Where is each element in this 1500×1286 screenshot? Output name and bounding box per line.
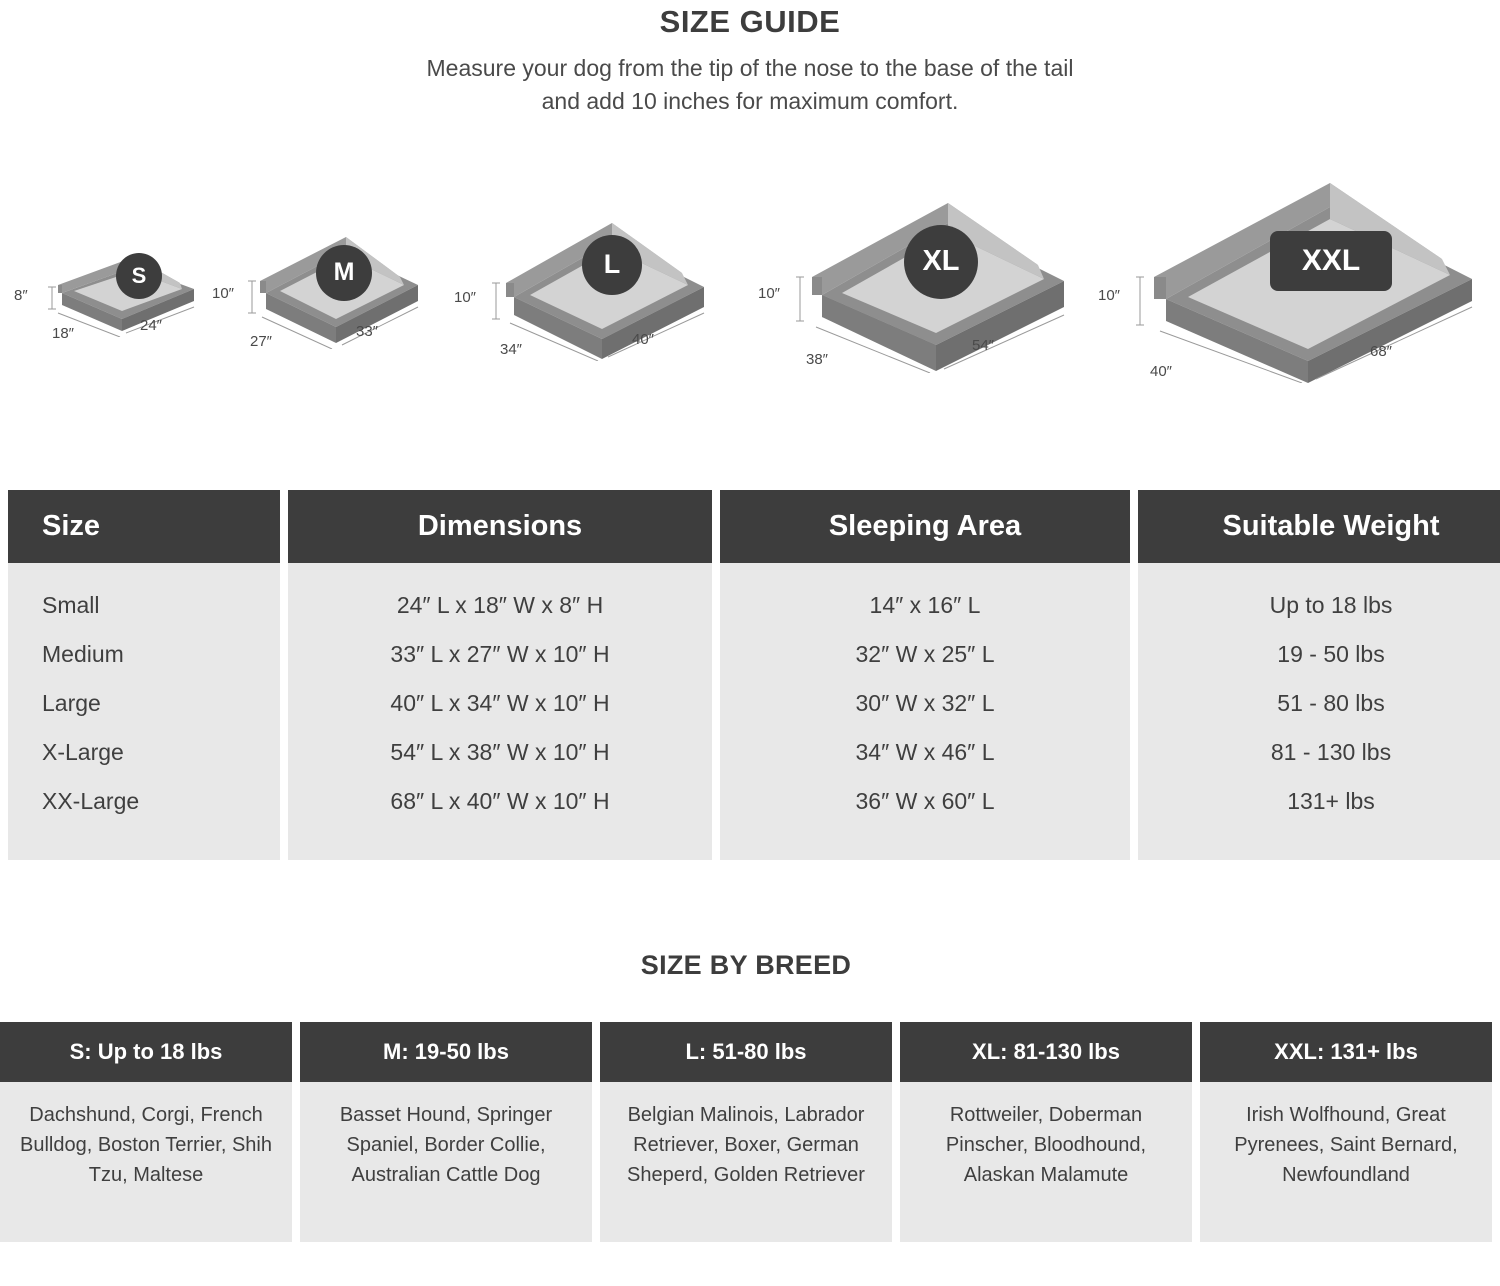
bed-badge-label: XXL: [1301, 243, 1361, 277]
cell-size: Large: [8, 679, 280, 728]
size-table: [0, 490, 1500, 860]
breed-header-large: L: 51-80 lbs: [600, 1022, 892, 1082]
cell-dimensions: 40″ L x 34″ W x 10″ H: [288, 679, 712, 728]
table-header-size: Size: [8, 490, 280, 563]
table-header-sleeping-area: Sleeping Area: [720, 490, 1130, 563]
breed-column-xxlarge: [1200, 1022, 1492, 1242]
breed-column-large: [600, 1022, 892, 1242]
bed-height-label-xxlarge: 10″: [1098, 286, 1120, 304]
breed-header-xlarge: XL: 81-130 lbs: [900, 1022, 1192, 1082]
bed-illustration-medium: [212, 219, 428, 350]
bed-length-label-medium: 33″: [356, 322, 378, 340]
bed-width-label-xxlarge: 40″: [1150, 362, 1172, 380]
header-subtitle-line2: and add 10 inches for maximum comfort.: [541, 88, 959, 115]
cell-sleeping-area: 34″ W x 46″ L: [720, 728, 1130, 777]
breed-column-small: [0, 1022, 292, 1242]
page-title: SIZE GUIDE: [659, 4, 841, 39]
table-row: [8, 728, 1500, 777]
bed-length-label-small: 24″: [140, 316, 162, 334]
bed-badge-small: [116, 253, 162, 299]
bed-illustration-large: [454, 211, 720, 361]
bed-width-label-small: 18″: [52, 324, 74, 342]
bed-length-label-xlarge: 54″: [972, 336, 994, 354]
cell-sleeping-area: 14″ x 16″ L: [720, 581, 1130, 630]
breed-header-medium: M: 19-50 lbs: [300, 1022, 592, 1082]
bed-shape-small: [22, 227, 202, 337]
bed-badge-xxlarge: [1270, 231, 1392, 291]
cell-dimensions: 33″ L x 27″ W x 10″ H: [288, 630, 712, 679]
cell-weight: 131+ lbs: [1138, 777, 1500, 826]
breed-section-title: SIZE BY BREED: [640, 950, 852, 980]
bed-height-label-small: 8″: [14, 286, 28, 304]
bed-badge-label: L: [603, 249, 621, 280]
bed-height-label-medium: 10″: [212, 284, 234, 302]
cell-dimensions: 54″ L x 38″ W x 10″ H: [288, 728, 712, 777]
cell-weight: 81 - 130 lbs: [1138, 728, 1500, 777]
header: [0, 0, 1500, 119]
table-spacer-row: [8, 826, 1500, 860]
breed-grid: [0, 1022, 1492, 1242]
table-row: [8, 581, 1500, 630]
cell-size: XX-Large: [8, 777, 280, 826]
bed-badge-label: S: [131, 262, 147, 288]
bed-illustration-xxlarge: [1098, 175, 1492, 383]
cell-weight: 51 - 80 lbs: [1138, 679, 1500, 728]
breed-list-small: Dachshund, Corgi, French Bulldog, Boston Terrier, Shih Tzu, Maltese: [0, 1082, 292, 1242]
cell-size: Small: [8, 581, 280, 630]
cell-sleeping-area: 32″ W x 25″ L: [720, 630, 1130, 679]
bed-length-label-xxlarge: 68″: [1370, 342, 1392, 360]
cell-weight: Up to 18 lbs: [1138, 581, 1500, 630]
breed-list-xxlarge: Irish Wolfhound, Great Pyrenees, Saint Bernard, Newfoundland: [1200, 1082, 1492, 1242]
bed-illustration-xlarge: [758, 193, 1082, 373]
bed-width-label-large: 34″: [500, 340, 522, 358]
breed-header-small: S: Up to 18 lbs: [0, 1022, 292, 1082]
cell-size: Medium: [8, 630, 280, 679]
breed-list-medium: Basset Hound, Springer Spaniel, Border Collie, Australian Cattle Dog: [300, 1082, 592, 1242]
cell-size: X-Large: [8, 728, 280, 777]
breed-column-xlarge: [900, 1022, 1192, 1242]
table-spacer-row: [8, 563, 1500, 581]
bed-badge-label: M: [333, 258, 355, 287]
cell-weight: 19 - 50 lbs: [1138, 630, 1500, 679]
bed-illustration-small: [14, 227, 202, 342]
table-header-row: [8, 490, 1500, 563]
table-header-dimensions: Dimensions: [288, 490, 712, 563]
breed-header-xxlarge: XXL: 131+ lbs: [1200, 1022, 1492, 1082]
bed-width-label-xlarge: 38″: [806, 350, 828, 368]
table-row: [8, 679, 1500, 728]
table-header-suitable-weight: Suitable Weight: [1138, 490, 1500, 563]
bed-length-label-large: 40″: [632, 330, 654, 348]
cell-dimensions: 68″ L x 40″ W x 10″ H: [288, 777, 712, 826]
bed-badge-xlarge: [904, 225, 978, 299]
cell-sleeping-area: 36″ W x 60″ L: [720, 777, 1130, 826]
cell-sleeping-area: 30″ W x 32″ L: [720, 679, 1130, 728]
bed-badge-label: XL: [922, 245, 960, 278]
bed-height-label-xlarge: 10″: [758, 284, 780, 302]
breed-list-xlarge: Rottweiler, Doberman Pinscher, Bloodhound, Alaskan Malamute: [900, 1082, 1192, 1242]
bed-height-label-large: 10″: [454, 288, 476, 306]
header-subtitle-line1: Measure your dog from the tip of the nose to the base of the tail: [426, 55, 1074, 81]
table-row: [8, 630, 1500, 679]
bed-badge-medium: [316, 245, 372, 301]
breed-column-medium: [300, 1022, 592, 1242]
cell-dimensions: 24″ L x 18″ W x 8″ H: [288, 581, 712, 630]
bed-width-label-medium: 27″: [250, 332, 272, 350]
breed-list-large: Belgian Malinois, Labrador Retriever, Boxer, German Sheperd, Golden Retriever: [600, 1082, 892, 1242]
table-row: [8, 777, 1500, 826]
bed-badge-large: [582, 235, 642, 295]
bed-illustrations: [0, 145, 1500, 445]
